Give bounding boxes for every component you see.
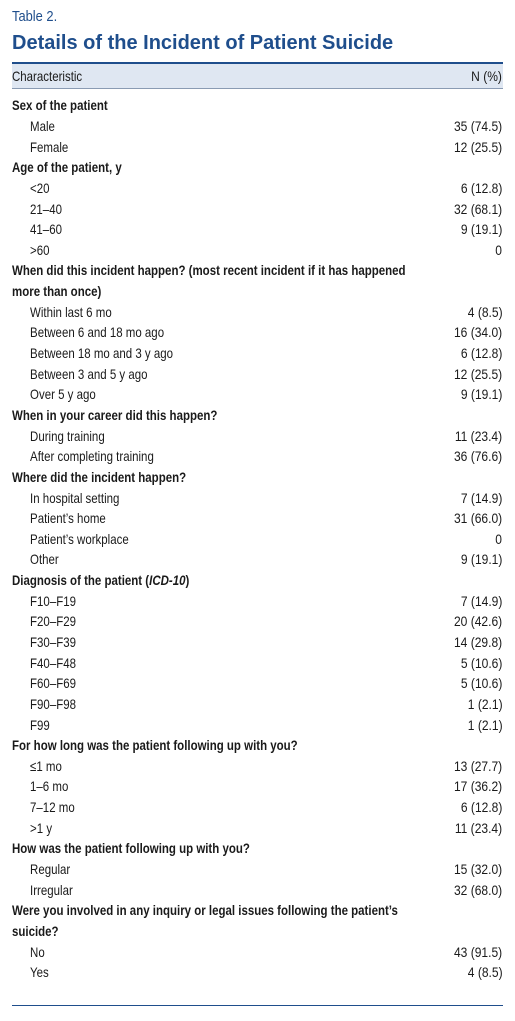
row-value: 5 (10.6) [460, 654, 503, 671]
row-value: 36 (76.6) [453, 448, 503, 465]
section-label: When did this incident happen? (most recent incident if it has happened more than once) [12, 262, 406, 299]
table-row [12, 425, 503, 446]
row-label: ≤1 mo [30, 757, 62, 774]
row-value: 15 (32.0) [453, 861, 503, 878]
table-row [12, 611, 503, 632]
row-value: 20 (42.6) [453, 613, 503, 630]
row-value: 12 (25.5) [453, 365, 503, 382]
row-label: F60–F69 [30, 675, 76, 692]
row-value: 1 (2.1) [467, 716, 503, 733]
row-value: 4 (8.5) [467, 964, 503, 981]
table-row [12, 487, 503, 508]
row-value: 32 (68.0) [453, 881, 503, 898]
table-section-row [12, 260, 503, 301]
table-container [12, 6, 503, 983]
row-value: 4 (8.5) [467, 303, 503, 320]
row-label: Over 5 y ago [30, 386, 96, 403]
table-body [12, 95, 503, 983]
table-row [12, 632, 503, 653]
row-label: Within last 6 mo [30, 303, 112, 320]
table-section-row [12, 838, 503, 859]
table-row [12, 528, 503, 549]
row-label: F20–F29 [30, 613, 76, 630]
row-label: F40–F48 [30, 654, 76, 671]
table-row [12, 301, 503, 322]
row-label: During training [30, 427, 105, 444]
row-label: Patient’s home [30, 510, 106, 527]
section-label-italic: ICD-10 [149, 571, 186, 588]
row-label: F90–F98 [30, 695, 76, 712]
table-row [12, 322, 503, 343]
row-value: 7 (14.9) [460, 489, 503, 506]
row-value: 32 (68.1) [453, 200, 503, 217]
row-label: >1 y [30, 819, 53, 836]
table-row [12, 363, 503, 384]
table-section-row [12, 157, 503, 178]
table-row [12, 343, 503, 364]
row-label: Between 3 and 5 y ago [30, 365, 148, 382]
table-row [12, 817, 503, 838]
table-row [12, 941, 503, 962]
table-row [12, 694, 503, 715]
row-label: Male [30, 117, 55, 134]
column-header-n-percent: N (%) [471, 68, 503, 84]
row-label: 41–60 [30, 221, 62, 238]
row-value: 17 (36.2) [453, 778, 503, 795]
row-label: <20 [30, 179, 50, 196]
row-value: 1 (2.1) [467, 695, 503, 712]
section-label: How was the patient following up with you? [12, 840, 250, 857]
row-label: Other [30, 551, 59, 568]
row-label: >60 [30, 241, 50, 258]
section-label: Sex of the patient [12, 97, 108, 113]
row-label: Irregular [30, 881, 73, 898]
table-row [12, 590, 503, 611]
row-label: F10–F19 [30, 592, 76, 609]
row-label: Female [30, 138, 69, 155]
table-row [12, 549, 503, 570]
row-value: 9 (19.1) [460, 386, 503, 403]
row-label: 1–6 mo [30, 778, 69, 795]
row-value: 11 (23.4) [454, 819, 503, 836]
section-label: When in your career did this happen? [12, 406, 218, 423]
row-label: Yes [30, 964, 49, 981]
table-label: Table 2. [12, 8, 58, 25]
row-label: Between 6 and 18 mo ago [30, 324, 165, 341]
row-value: 43 (91.5) [453, 943, 503, 960]
row-value: 14 (29.8) [453, 633, 503, 650]
table-row [12, 219, 503, 240]
row-value: 12 (25.5) [453, 138, 503, 155]
row-value: 11 (23.4) [454, 427, 503, 444]
row-value: 6 (12.8) [460, 179, 503, 196]
table-row [12, 673, 503, 694]
section-label-text: Diagnosis of the patient ( [12, 571, 150, 588]
table-section-row [12, 467, 503, 488]
table-section-row [12, 735, 503, 756]
row-value: 0 [495, 241, 503, 258]
table-row [12, 714, 503, 735]
row-label: 21–40 [30, 200, 62, 217]
table-row [12, 384, 503, 405]
table-section-row [12, 405, 503, 426]
row-label: Regular [30, 861, 71, 878]
row-value: 5 (10.6) [460, 675, 503, 692]
table-row [12, 652, 503, 673]
table-section-row [12, 570, 503, 591]
row-value: 9 (19.1) [460, 551, 503, 568]
section-label: Age of the patient, y [12, 158, 122, 175]
row-label: Patient’s workplace [30, 530, 129, 547]
table-row [12, 239, 503, 260]
table-row [12, 962, 503, 983]
row-label: In hospital setting [30, 489, 120, 506]
section-label: For how long was the patient following up with you? [12, 736, 298, 753]
table-row [12, 776, 503, 797]
row-label: F99 [30, 716, 50, 733]
table-header [12, 62, 503, 89]
table-section-row [12, 95, 503, 116]
row-value: 16 (34.0) [453, 324, 503, 341]
section-label-end: ) [185, 571, 190, 588]
section-label: Were you involved in any inquiry or legal issues following the patient’s suicide? [12, 902, 398, 939]
row-label: No [30, 943, 45, 960]
table-row [12, 446, 503, 467]
row-label: Between 18 mo and 3 y ago [30, 345, 174, 362]
section-label: Where did the incident happen? [12, 468, 187, 485]
row-value: 31 (66.0) [453, 510, 503, 527]
table-row [12, 178, 503, 199]
row-label: F30–F39 [30, 633, 76, 650]
table-section-row [12, 900, 503, 941]
row-value: 7 (14.9) [460, 592, 503, 609]
table-title: Details of the Incident of Patient Suicide [12, 32, 394, 54]
row-label: After completing training [30, 448, 154, 465]
row-value: 35 (74.5) [453, 117, 503, 134]
row-label: 7–12 mo [30, 799, 75, 816]
row-value: 6 (12.8) [460, 799, 503, 816]
column-header-characteristic: Characteristic [12, 68, 83, 84]
table-row [12, 508, 503, 529]
table-row [12, 797, 503, 818]
table-row [12, 859, 503, 880]
table-row [12, 756, 503, 777]
table-row [12, 879, 503, 900]
table-row [12, 116, 503, 137]
row-value: 13 (27.7) [453, 757, 503, 774]
row-value: 9 (19.1) [460, 221, 503, 238]
row-value: 0 [495, 530, 503, 547]
table-row [12, 136, 503, 157]
table-bottom-rule [12, 1005, 503, 1006]
section-label [12, 570, 414, 591]
table-row [12, 198, 503, 219]
row-value: 6 (12.8) [460, 345, 503, 362]
